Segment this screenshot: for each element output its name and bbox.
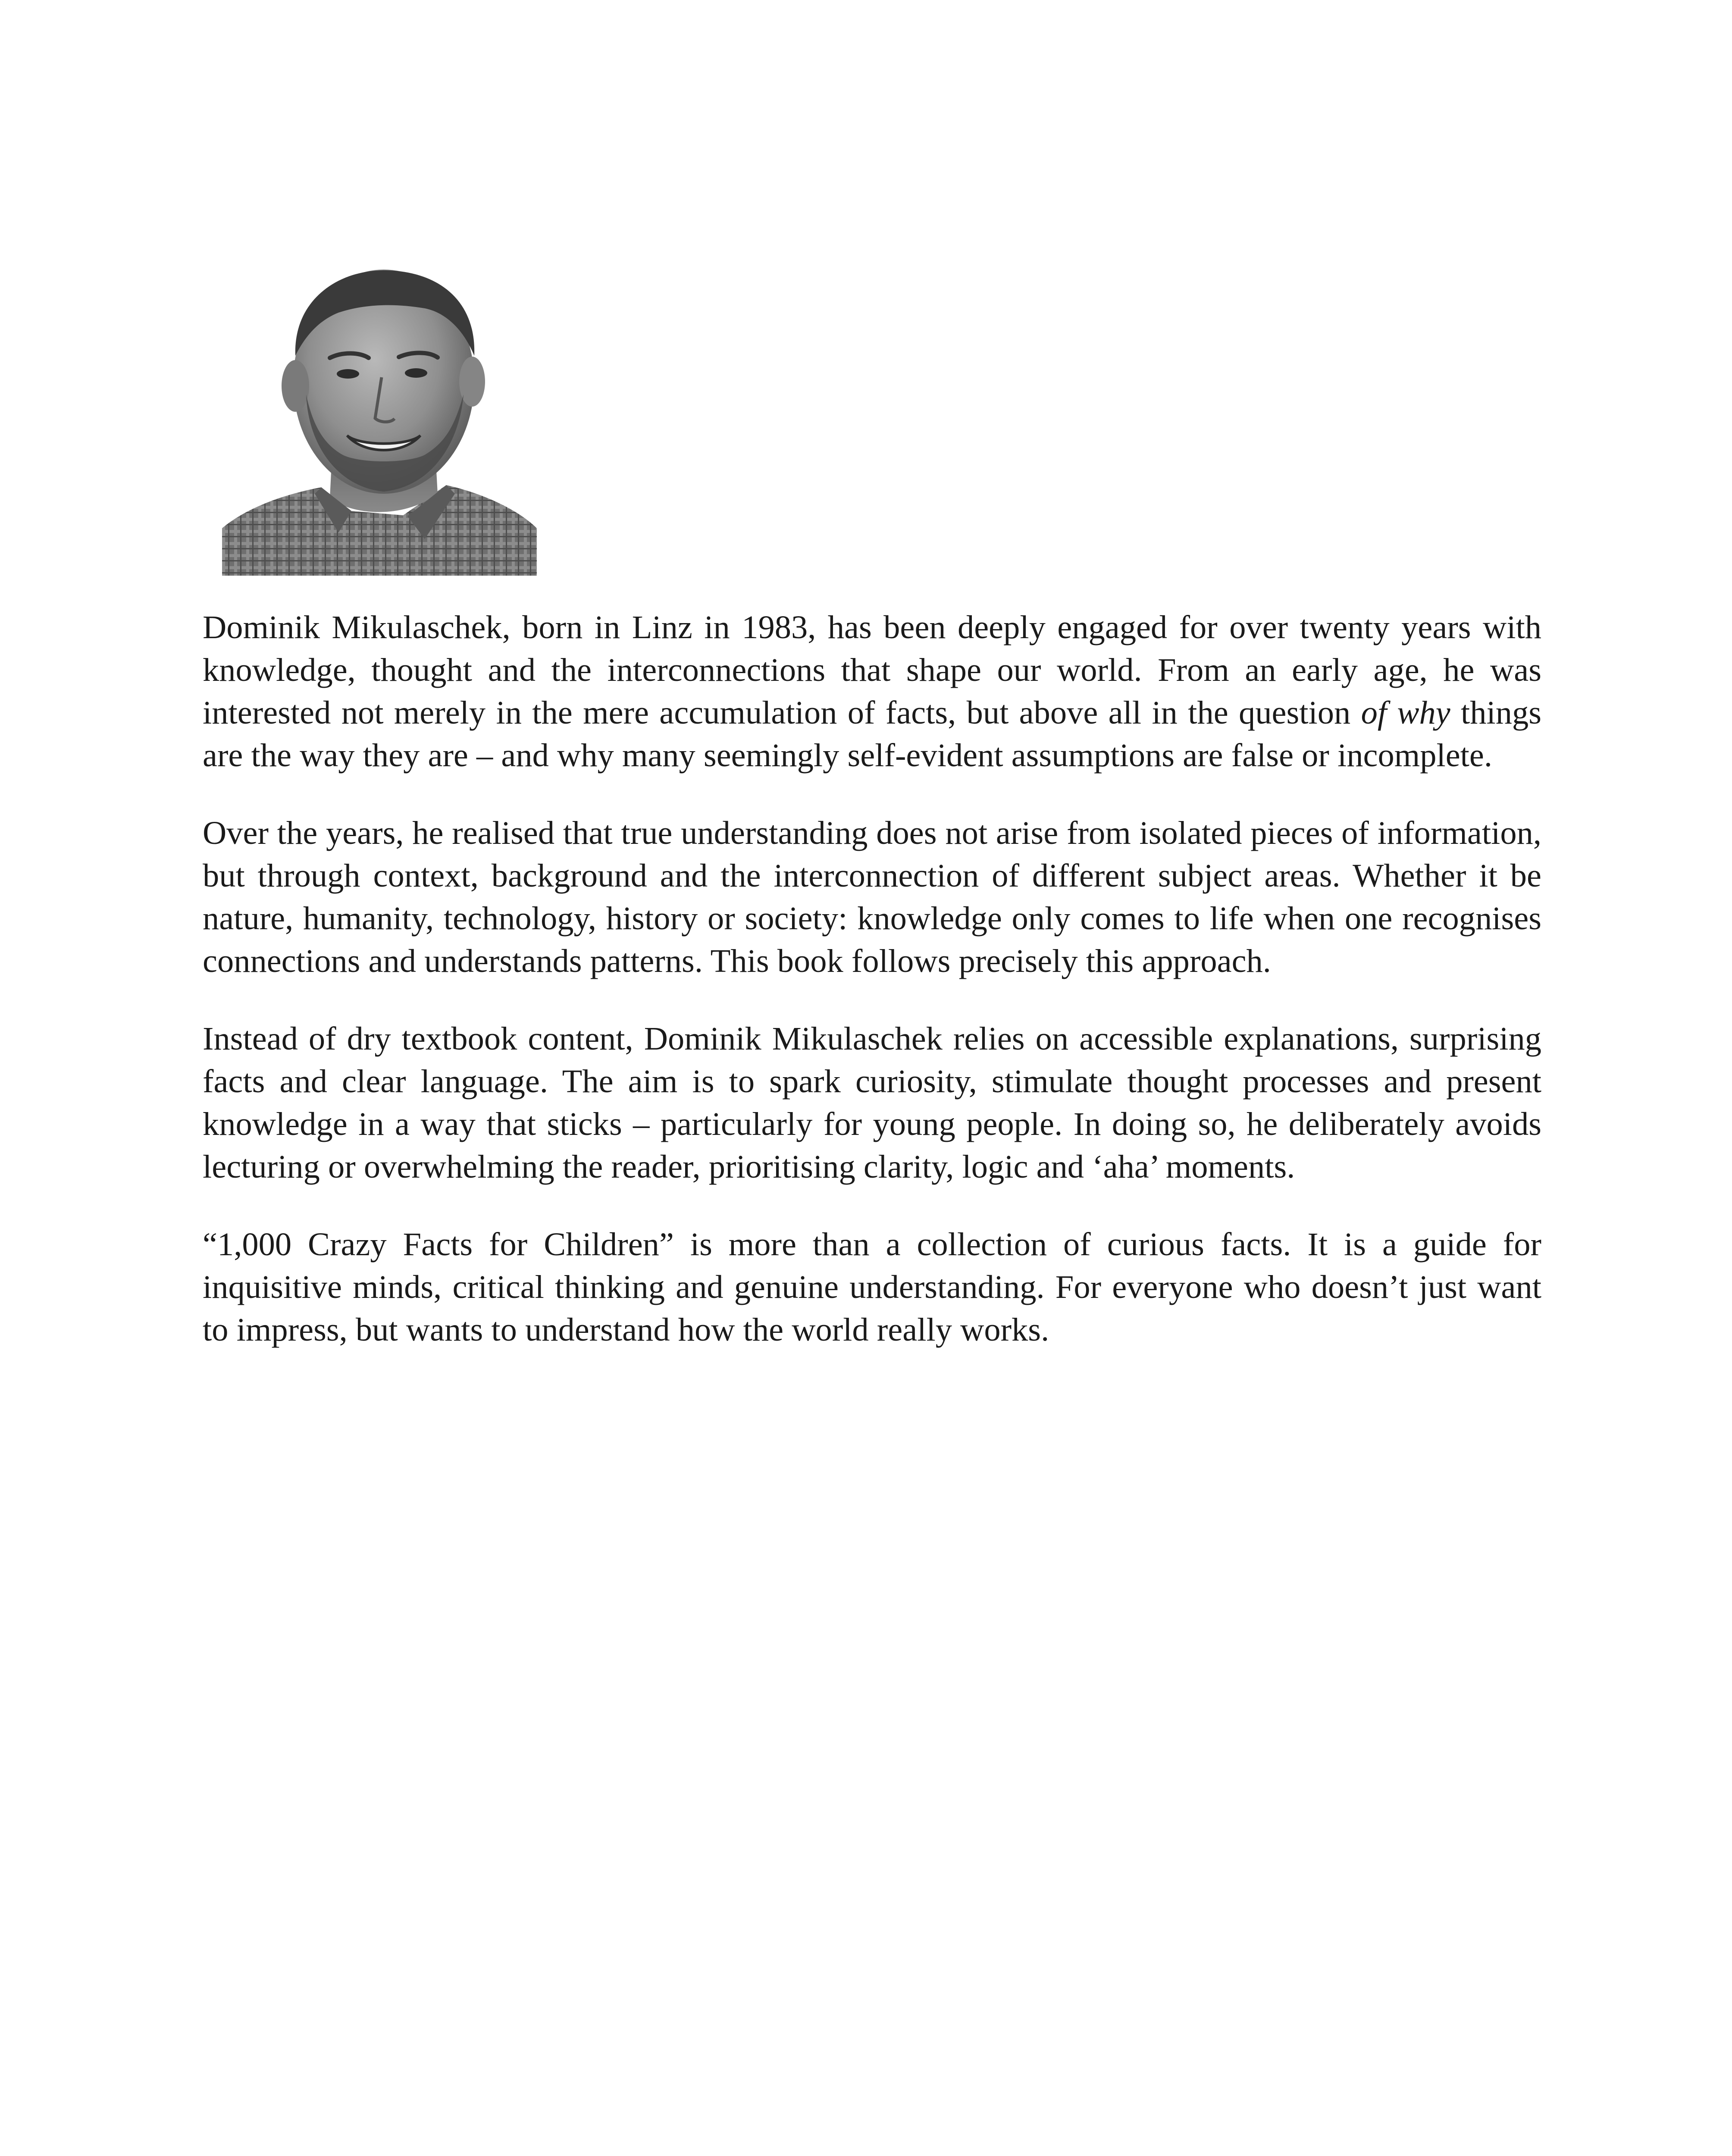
bio-paragraph-1-text-end: things are the way they are – and why many seemingly self-evident assumptions are false or incomplete.: [203, 694, 1542, 774]
author-bio: [203, 606, 1541, 1386]
bio-paragraph-1: [203, 606, 1541, 777]
bio-paragraph-4: “1,000 Crazy Facts for Children” is more than a collection of curious facts. It is a guide for inquisitive minds, critical thinking and genuine understanding. For everyone who doesn’t just want to impress, but wants to understand how the world really works.: [203, 1226, 1541, 1348]
bio-paragraph-1-text-start: Dominik Mikulaschek, born in Linz in 1983, has been deeply engaged for over twenty years with knowledge, thought and the interconnections that shape our world. From an early age, he was interested not merely in the mere accumulation of facts, but above all in the question: [203, 609, 1541, 731]
bio-paragraph-2: Over the years, he realised that true understanding does not arise from isolated pieces of information, but through context, background and the interconnection of different subject areas. Whether it be nature, humanity, technology, history or society: knowledge only comes to life when one recognises connections and understands patterns. This book follows precisely this approach.: [203, 815, 1541, 979]
bio-paragraph-3: Instead of dry textbook content, Dominik Mikulaschek relies on accessible explanations, surprising facts and clear language. The aim is to spark curiosity, stimulate thought processes and present knowledge in a way that sticks – particularly for young people. In doing so, he deliberately avoids lecturing or overwhelming the reader, prioritising clarity, logic and ‘aha’ moments.: [203, 1020, 1541, 1185]
bio-paragraph-1-italic: of why: [1361, 694, 1450, 731]
author-portrait-icon: [222, 252, 537, 576]
author-portrait-photo: [222, 252, 537, 576]
